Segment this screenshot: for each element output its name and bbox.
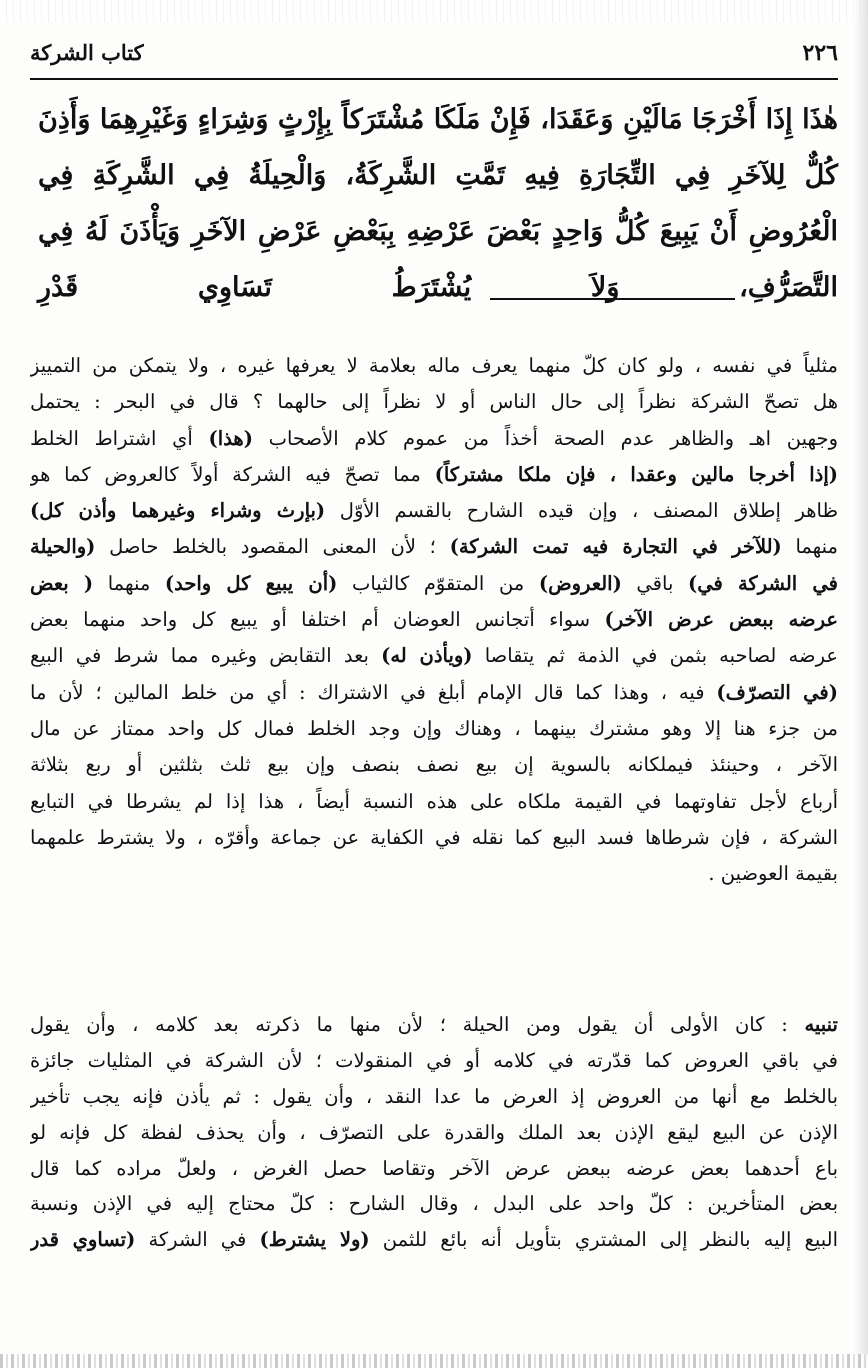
- text-segment: منهما: [93, 571, 165, 595]
- text-segment: هل تصحّ الشركة نظراً إلى حال الناس أو لا نظراً إلى حالهما ؟ قال في البحر : يحتمل: [30, 390, 838, 414]
- commentary-block: [30, 348, 838, 892]
- page-gutter-shadow: [854, 0, 868, 1368]
- scan-edge-bottom: [0, 1354, 868, 1368]
- tanbih-line: [30, 1007, 838, 1043]
- bold-segment: تنبيه: [804, 1013, 838, 1036]
- matn-paragraph: هٰذَا إِذَا أَخْرَجَا مَالَيْنِ وَعَقَدَا، فَإِنْ مَلَكَا مُشْتَرَكاً بِإِرْثٍ وَشِرَاءٍ وَغَيْرِهِمَا وَأَذِنَ كُلٌّ لِلآخَرِ فِي التِّجَارَةِ فِيهِ تَمَّتِ الشَّرِكَةُ، وَالْحِيلَةُ فِي الشَّرِكَةِ فِي الْعُرُوضِ أَنْ يَبِيعَ كُلُّ وَاحِدٍ بَعْضَ عَرْضِهِ بِبَعْضِ عَرْضِ الآخَرِ وَيَأْذَنَ لَهُ فِي التَّصَرُّفِ، وَلاَ يُشْتَرَطُ تَسَاوِي قَدْرِ: [38, 104, 838, 303]
- tanbih-line: [30, 1043, 838, 1079]
- tanbih-line: [30, 1151, 838, 1187]
- commentary-line: [30, 421, 838, 457]
- commentary-line: [30, 820, 838, 856]
- tanbih-line: [30, 1186, 838, 1222]
- text-segment: فيه ، وهذا كما قال الإمام أبلغ في الاشتراك : أي من خلط المالين ؛ لأن ما: [30, 680, 717, 704]
- header-rule: [30, 78, 838, 80]
- text-segment: ظاهر إطلاق المصنف ، وإن قيده الشارح بالقسم الأوّل: [325, 499, 838, 523]
- bold-segment: عرضه ببعض عرض الآخر): [604, 608, 838, 632]
- text-segment: منهما: [781, 535, 838, 559]
- tanbih-line: [30, 1115, 838, 1151]
- bold-segment: (ولا يشترط): [259, 1228, 370, 1252]
- text-segment: الآخر ، وحينئذ فيملكانه بالسوية إن بيع نصف بنصف وإن بيع ثلث بثلثين أو ربع بثلاثة: [30, 753, 838, 777]
- text-segment: من جزء هنا إلا وهو مشترك بينهما ، وهناك وإن وجد الخلط فمال كل واحد ممتاز عن مال: [30, 716, 838, 740]
- matn-block: [38, 92, 838, 316]
- commentary-line: [30, 348, 838, 384]
- commentary-line: [30, 675, 838, 711]
- bold-segment: ( بعض: [30, 571, 94, 595]
- bold-segment: (العروض): [538, 571, 622, 595]
- text-segment: أي اشتراط الخلط: [30, 426, 209, 450]
- tanbih-line: [30, 1079, 838, 1115]
- page-header: [30, 40, 838, 76]
- text-segment: عرضه لصاحبه بثمن في الذمة ثم يتقاصا: [472, 644, 838, 668]
- commentary-line: [30, 856, 838, 892]
- bold-segment: (في التصرّف): [716, 680, 838, 704]
- bold-segment: (هذا): [208, 426, 253, 450]
- commentary-line: [30, 566, 838, 602]
- bold-segment: (أن يبيع كل واحد): [164, 571, 338, 595]
- bold-segment: في الشركة في): [687, 571, 838, 595]
- commentary-line: [30, 529, 838, 565]
- commentary-line: [30, 602, 838, 638]
- text-segment: من المتقوّم كالثياب: [337, 571, 539, 595]
- page-number: ٢٢٦: [802, 40, 838, 66]
- text-segment: البيع إليه بالنظر إلى المشتري بتأويل أنه بائع للثمن: [369, 1228, 838, 1252]
- bold-segment: (بإرث وشراء وغيرهما وأذن كل): [30, 499, 326, 523]
- text-segment: : كان الأولى أن يقول ومن الحيلة ؛ لأن منها ما ذكرته بعد كلامه ، وأن يقول: [30, 1013, 805, 1036]
- text-segment: مما تصحّ فيه الشركة أولاً كالعروض كما هو: [30, 462, 435, 486]
- text-segment: بقيمة العوضين .: [708, 862, 838, 886]
- running-title: كتاب الشركة: [30, 40, 144, 65]
- commentary-line: [30, 747, 838, 783]
- text-segment: بالخلط مع أنها من العروض إذ العرض ما عدا النقد ، وأن يقول : ثم يأذن فإنه يجب تأخير: [30, 1084, 838, 1108]
- bold-segment: (ويأذن له): [381, 644, 473, 668]
- text-segment: أرباع لأجل تفاوتهما في القيمة ملكاه على هذه النسبة أيضاً ، هذا إذا لم يشرطا في التبايع: [30, 789, 838, 813]
- bold-segment: (إذا أخرجا مالين وعقدا ، فإن ملكا مشتركاً): [434, 462, 838, 486]
- text-segment: مثلياً في نفسه ، ولو كان كلّ منهما يعرف ماله بعلامة لا يعرفها غيره ، ولا يتمكن من التمييز: [30, 354, 838, 377]
- text-segment: بعد التقابض وغيره مما شرط في البيع: [30, 644, 382, 668]
- commentary-line: [30, 711, 838, 747]
- bold-segment: (للآخر في التجارة فيه تمت الشركة): [449, 535, 782, 559]
- text-segment: باع أحدهما بعض عرضه ببعض عرض الآخر وتقاصا حصل الغرض ، ولعلّ مراده كما قال: [30, 1156, 838, 1180]
- commentary-line: [30, 638, 838, 674]
- text-segment: الشركة ، فإن شرطاها فسد البيع كما نقله في الكفاية عن جماعة وأقرّه ، ولا يشترط علمهما: [30, 825, 838, 849]
- separator-rule: [490, 298, 735, 300]
- scan-edge-top: [0, 0, 868, 22]
- commentary-line: [30, 384, 838, 420]
- bold-segment: (والحيلة: [30, 535, 96, 559]
- bold-segment: (تساوي قدر: [30, 1228, 136, 1252]
- text-segment: في باقي العروض كما قدّرته في كلامه أو في المنقولات ؛ لأن الشركة في المثليات جائزة: [30, 1048, 838, 1072]
- text-segment: ؛ لأن المعنى المقصود بالخلط حاصل: [95, 535, 450, 559]
- text-segment: سواء أتجانس العوضان أم اختلفا أو يبيع كل واحد منهما بعض: [30, 608, 605, 632]
- text-segment: بعض المتأخرين : كلّ واحد على البدل ، وقال الشارح : كلّ محتاج إليه في الإذن ونسبة: [30, 1192, 838, 1216]
- tanbih-line: [30, 1222, 838, 1258]
- text-segment: وجهين اهـ والظاهر عدم الصحة أخذاً من عموم كلام الأصحاب: [252, 426, 838, 450]
- tanbih-block: [30, 1007, 838, 1258]
- commentary-line: [30, 493, 838, 529]
- commentary-line: [30, 457, 838, 493]
- text-segment: في الشركة: [135, 1228, 260, 1252]
- text-segment: الإذن عن البيع ليقع الإذن بعد الملك والقدرة على التصرّف ، وأن يحذف لفظة كل فإنه لو: [30, 1120, 838, 1144]
- commentary-line: [30, 784, 838, 820]
- text-segment: باقي: [621, 571, 688, 595]
